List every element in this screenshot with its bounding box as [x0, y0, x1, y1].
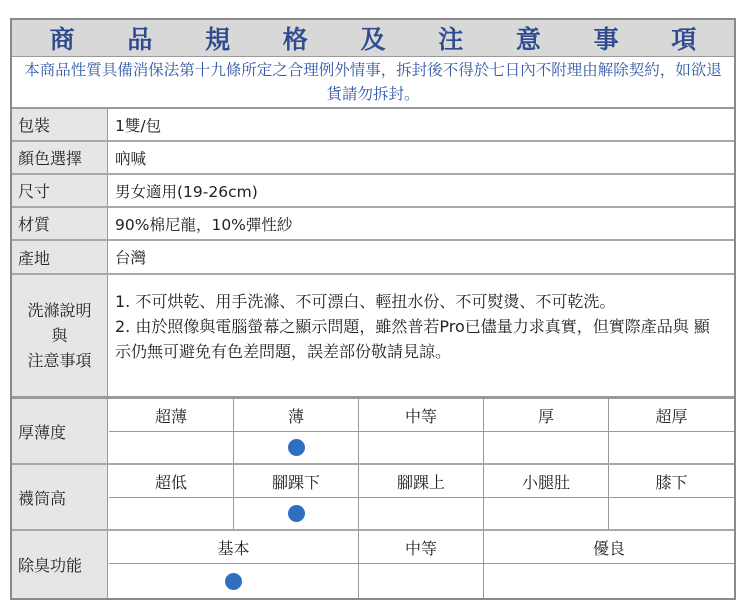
rating-grid — [109, 399, 734, 463]
spec-value: 90%棉尼龍，10%彈性紗 — [115, 215, 293, 234]
spec-label: 包裝 — [12, 109, 108, 140]
spec-value: 台灣 — [115, 249, 147, 267]
selected-dot-icon — [288, 505, 305, 522]
spec-table — [10, 18, 736, 600]
care-label-line2: 與 — [51, 326, 68, 345]
selected-dot-icon — [225, 573, 242, 590]
option-label: 超薄 — [109, 399, 234, 432]
care-row — [12, 275, 734, 399]
option-label: 超低 — [109, 465, 234, 498]
option-slot — [359, 498, 484, 529]
option-label: 優良 — [484, 531, 734, 564]
spec-label: 產地 — [12, 241, 108, 273]
option-slot — [109, 564, 359, 598]
table-title: 商 品 規 格 及 注 意 事 項 — [49, 25, 719, 54]
option-label: 超厚 — [609, 399, 734, 432]
rating-thickness — [12, 399, 734, 465]
spec-label: 材質 — [12, 208, 108, 239]
option-slot — [484, 498, 609, 529]
rating-deodorant — [12, 531, 734, 598]
care-label-line3: 注意事項 — [27, 351, 92, 370]
care-item-1: 1. 不可烘乾、用手洗滌、不可漂白、輕扭水份、不可熨燙、不可乾洗。 — [115, 292, 616, 311]
spec-label: 顏色選擇 — [12, 142, 108, 173]
rating-grid — [109, 465, 734, 529]
spec-row-color — [12, 142, 734, 175]
return-notice-text: 本商品性質具備消保法第十九條所定之合理例外情事，拆封後不得於七日內不附理由解除契約，如欲退貨請勿拆封。 — [24, 61, 722, 103]
option-slot — [234, 498, 359, 529]
table-title-bar — [12, 20, 734, 57]
care-text — [109, 275, 734, 396]
option-label: 腳踝下 — [234, 465, 359, 498]
option-label: 中等 — [359, 399, 484, 432]
spec-row-packaging — [12, 109, 734, 142]
option-label: 基本 — [109, 531, 359, 564]
spec-label: 尺寸 — [12, 175, 108, 206]
option-slot — [484, 432, 609, 463]
spec-row-material — [12, 208, 734, 241]
option-slot — [109, 432, 234, 463]
option-label: 小腿肚 — [484, 465, 609, 498]
option-label: 膝下 — [609, 465, 734, 498]
option-slot — [484, 564, 734, 598]
option-label: 中等 — [359, 531, 484, 564]
care-label — [12, 275, 108, 396]
rating-label: 襪筒高 — [12, 465, 108, 529]
option-slot — [359, 432, 484, 463]
spec-value: 吶喊 — [115, 149, 147, 168]
option-slot — [609, 498, 734, 529]
option-label: 薄 — [234, 399, 359, 432]
option-slot — [234, 432, 359, 463]
rating-grid — [109, 531, 734, 598]
return-notice — [12, 57, 734, 109]
option-label: 腳踝上 — [359, 465, 484, 498]
selected-dot-icon — [288, 439, 305, 456]
rating-height — [12, 465, 734, 531]
care-item-2: 2. 由於照像與電腦螢幕之顯示問題，雖然普若Pro已儘量力求真實，但實際產品與 顯示仍無可避免有色差問題，誤差部份敬請見諒。 — [115, 317, 710, 361]
spec-value: 男女適用(19-26cm) — [115, 182, 258, 201]
option-slot — [609, 432, 734, 463]
spec-row-size — [12, 175, 734, 208]
option-slot — [359, 564, 484, 598]
rating-label: 厚薄度 — [12, 399, 108, 463]
spec-value: 1雙/包 — [115, 116, 162, 135]
care-label-line1: 洗滌說明 — [27, 301, 92, 320]
spec-row-origin — [12, 241, 734, 275]
option-label: 厚 — [484, 399, 609, 432]
option-slot — [109, 498, 234, 529]
rating-label: 除臭功能 — [12, 531, 108, 598]
